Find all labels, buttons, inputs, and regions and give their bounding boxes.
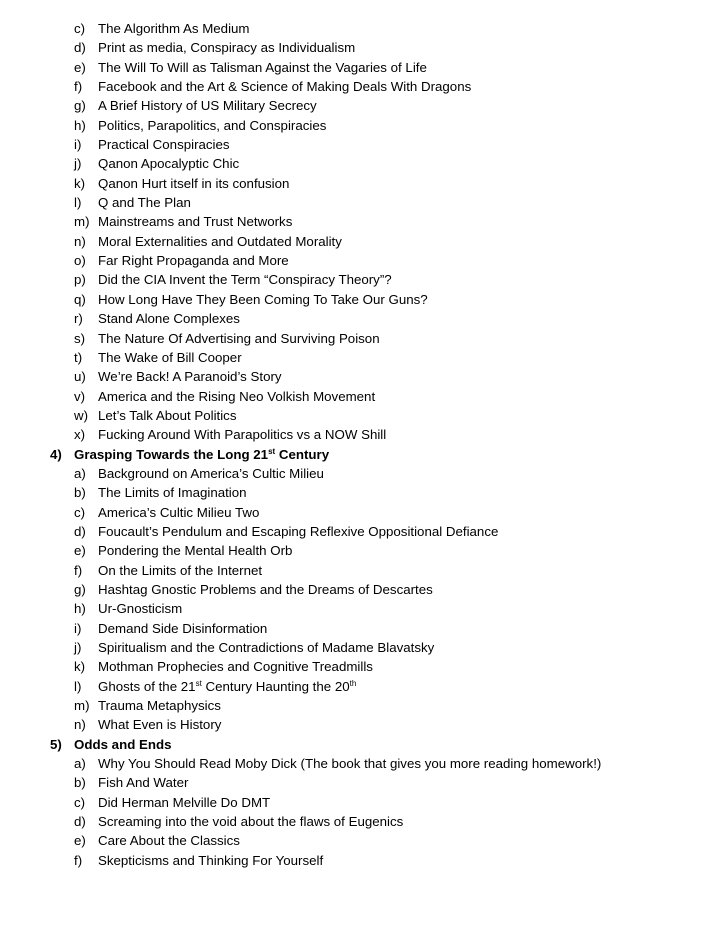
list-item: g) Hashtag Gnostic Problems and the Dreams of Descartes bbox=[74, 581, 433, 597]
section-5-list bbox=[0, 754, 727, 870]
list-item: u) We’re Back! A Paranoid’s Story bbox=[74, 369, 282, 385]
list-item: h) Politics, Parapolitics, and Conspiracies bbox=[74, 117, 327, 133]
list-item: c) The Algorithm As Medium bbox=[74, 21, 250, 36]
list-item: c) Did Herman Melville Do DMT bbox=[74, 794, 271, 810]
list-item: m) Trauma Metaphysics bbox=[74, 698, 221, 714]
list-item: k) Mothman Prophecies and Cognitive Treadmills bbox=[74, 659, 373, 675]
list-item: s) The Nature Of Advertising and Surviving Poison bbox=[74, 330, 380, 346]
list-item: e) Care About the Classics bbox=[74, 833, 240, 849]
section-4-heading: 4) Grasping Towards the Long 21st Century bbox=[50, 446, 330, 462]
list-item: b) Fish And Water bbox=[74, 775, 189, 791]
list-item: j) Qanon Apocalyptic Chic bbox=[74, 156, 240, 172]
list-item: f) On the Limits of the Internet bbox=[74, 562, 263, 578]
list-item: q) How Long Have They Been Coming To Take Our Guns? bbox=[74, 291, 428, 307]
list-item: n) Moral Externalities and Outdated Morality bbox=[74, 233, 342, 249]
list-item: r) Stand Alone Complexes bbox=[74, 311, 240, 327]
list-item: d) Screaming into the void about the flaws of Eugenics bbox=[74, 814, 404, 830]
list-item: d) Print as media, Conspiracy as Individualism bbox=[74, 40, 356, 56]
list-item: m) Mainstreams and Trust Networks bbox=[74, 214, 293, 230]
list-item: k) Qanon Hurt itself in its confusion bbox=[74, 175, 290, 191]
list-item: j) Spiritualism and the Contradictions of Madame Blavatsky bbox=[74, 640, 435, 655]
list-item: w) Let’s Talk About Politics bbox=[74, 407, 237, 423]
list-item: n) What Even is History bbox=[74, 717, 222, 733]
list-item: e) The Will To Will as Talisman Against the Vagaries of Life bbox=[74, 59, 427, 75]
list-item: e) Pondering the Mental Health Orb bbox=[74, 543, 293, 559]
section-4-list bbox=[0, 464, 727, 735]
list-item: a) Why You Should Read Moby Dick (The book that gives you more reading homework!) bbox=[74, 756, 602, 772]
list-item: l) Ghosts of the 21st Century Haunting the 20th bbox=[74, 678, 357, 694]
list-item: i) Practical Conspiracies bbox=[74, 137, 230, 153]
top-items-list bbox=[0, 19, 727, 445]
list-item: o) Far Right Propaganda and More bbox=[74, 253, 289, 269]
list-item: h) Ur-Gnosticism bbox=[74, 601, 183, 617]
list-item: i) Demand Side Disinformation bbox=[74, 620, 268, 636]
list-item: b) The Limits of Imagination bbox=[74, 485, 247, 501]
list-item: x) Fucking Around With Parapolitics vs a NOW Shill bbox=[74, 427, 387, 443]
list-item: l) Q and The Plan bbox=[74, 195, 191, 211]
list-item: c) America’s Cultic Milieu Two bbox=[74, 504, 260, 520]
list-item: t) The Wake of Bill Cooper bbox=[74, 349, 242, 365]
list-item: g) A Brief History of US Military Secrecy bbox=[74, 98, 317, 114]
list-item: d) Foucault’s Pendulum and Escaping Reflexive Oppositional Defiance bbox=[74, 523, 499, 539]
list-item: p) Did the CIA Invent the Term “Conspiracy Theory”? bbox=[74, 272, 392, 288]
list-item: a) Background on America’s Cultic Milieu bbox=[74, 465, 324, 481]
list-item: f) Skepticisms and Thinking For Yourself bbox=[74, 852, 324, 868]
section-5-heading: 5) Odds and Ends bbox=[50, 736, 172, 752]
list-item: v) America and the Rising Neo Volkish Movement bbox=[74, 388, 376, 404]
list-item: f) Facebook and the Art & Science of Making Deals With Dragons bbox=[74, 79, 472, 95]
document-page bbox=[0, 19, 727, 870]
